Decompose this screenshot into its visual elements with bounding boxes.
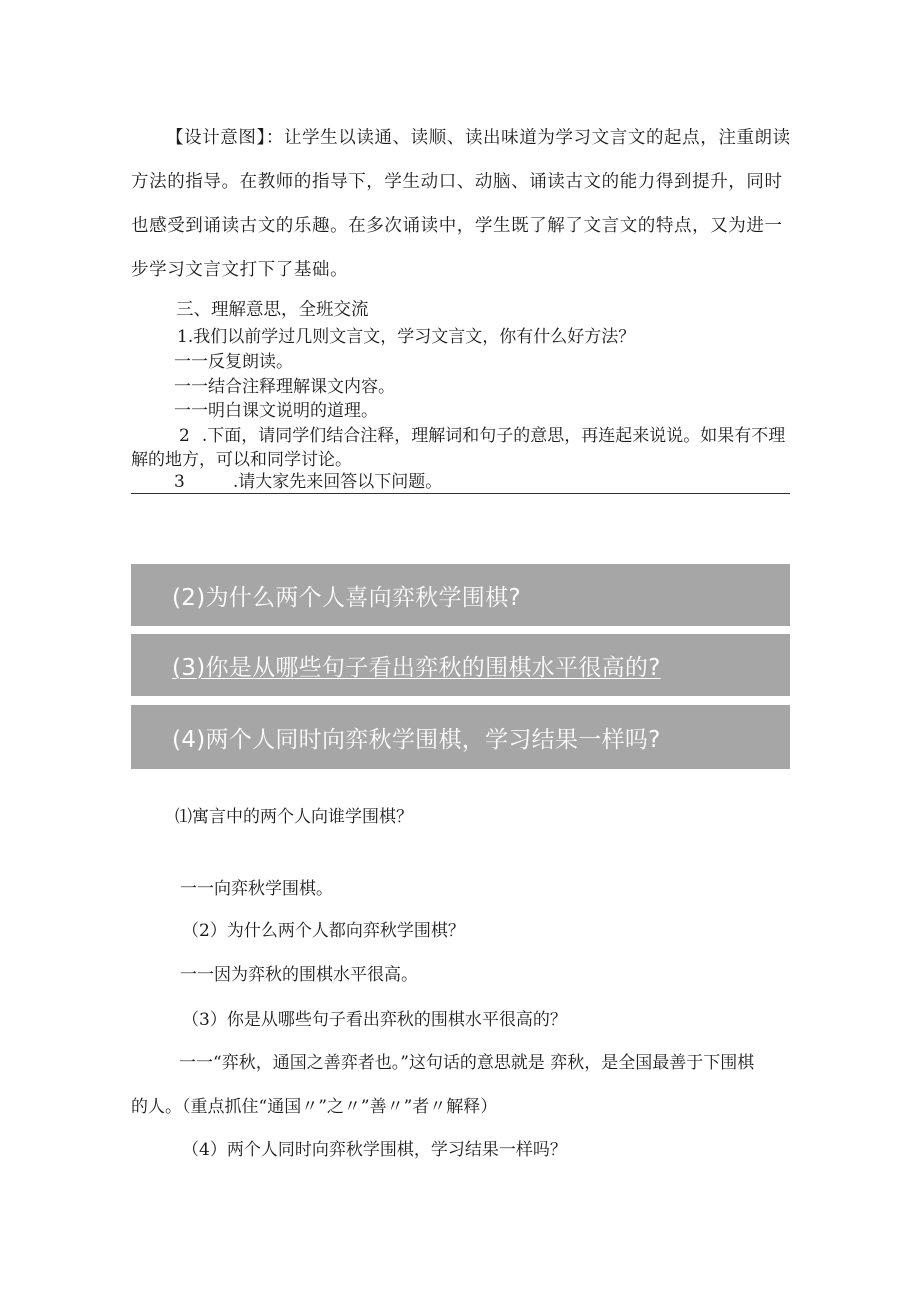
answer-question-1: ⑴寓言中的两个人向谁学围棋？ [175, 807, 413, 827]
slide-text-question-3: (3)你是从哪些句子看出弈秋的围棋水平很高的? [172, 654, 661, 681]
answer-text-3-line-1: 一一“弈秋，通国之善弈者也。”这句话的意思就是 弈秋，是全国最善于下围棋 [179, 1053, 755, 1073]
slide-text-question-2: (2)为什么两个人喜向弈秋学围棋? [172, 584, 521, 611]
question-3-text: .请大家先来回答以下问题。 [232, 472, 443, 492]
slide-bar-question-2 [131, 564, 790, 626]
answer-text-2: 一一因为弈秋的围棋水平很高。 [180, 965, 418, 985]
horizontal-rule [131, 493, 790, 494]
answer-question-2: （2）为什么两个人都向弈秋学围棋？ [182, 921, 465, 941]
answer-question-3: （3）你是从哪些句子看出弈秋的围棋水平很高的？ [182, 1010, 567, 1030]
slide-bar-question-3 [131, 634, 790, 696]
answer-1: 一一反复朗读。 [174, 352, 293, 372]
design-intent-label: 【设计意图】 [166, 128, 266, 148]
design-intent-paragraph [131, 116, 791, 292]
question-1: 1.我们以前学过几则文言文，学习文言文，你有什么好方法？ [177, 327, 636, 347]
answer-3: 一一明白课文说明的道理。 [174, 401, 378, 421]
question-2-text: .下面，请同学们结合注释，理解词和句子的意思，再连起来说说。如果有不理 [201, 426, 786, 446]
answer-question-4: （4）两个人同时向弈秋学围棋，学习结果一样吗？ [182, 1140, 567, 1160]
slide-bar-question-4 [131, 705, 790, 769]
question-2-number: 2 [179, 426, 190, 446]
answer-2: 一一结合注释理解课文内容。 [174, 377, 395, 397]
question-3-number: 3 [174, 472, 185, 492]
design-intent-text: ：让学生以读通、读顺、读出味道为学习文言文的起点，注重朗读方法的指导。在教师的指导下，学生动口、动脑、诵读古文的能力得到提升，同时也感受到诵读古文的乐趣。在多次诵读中，学生既了解了文言文的特点，又为进一步学习文言文打下了基础。 [131, 128, 791, 280]
question-3 [174, 471, 442, 493]
section-heading: 三、理解意思，全班交流 [176, 300, 369, 320]
question-2 [179, 425, 785, 447]
question-2-continued: 解的地方，可以和同学讨论。 [131, 450, 352, 470]
answer-text-1: 一一向弈秋学围棋。 [180, 879, 333, 899]
answer-text-3-line-2: 的人。（重点抓住“通国〃”之〃”善〃”者〃解释） [131, 1097, 498, 1117]
slide-text-question-4: (4)两个人同时向弈秋学围棋，学习结果一样吗? [172, 726, 661, 753]
